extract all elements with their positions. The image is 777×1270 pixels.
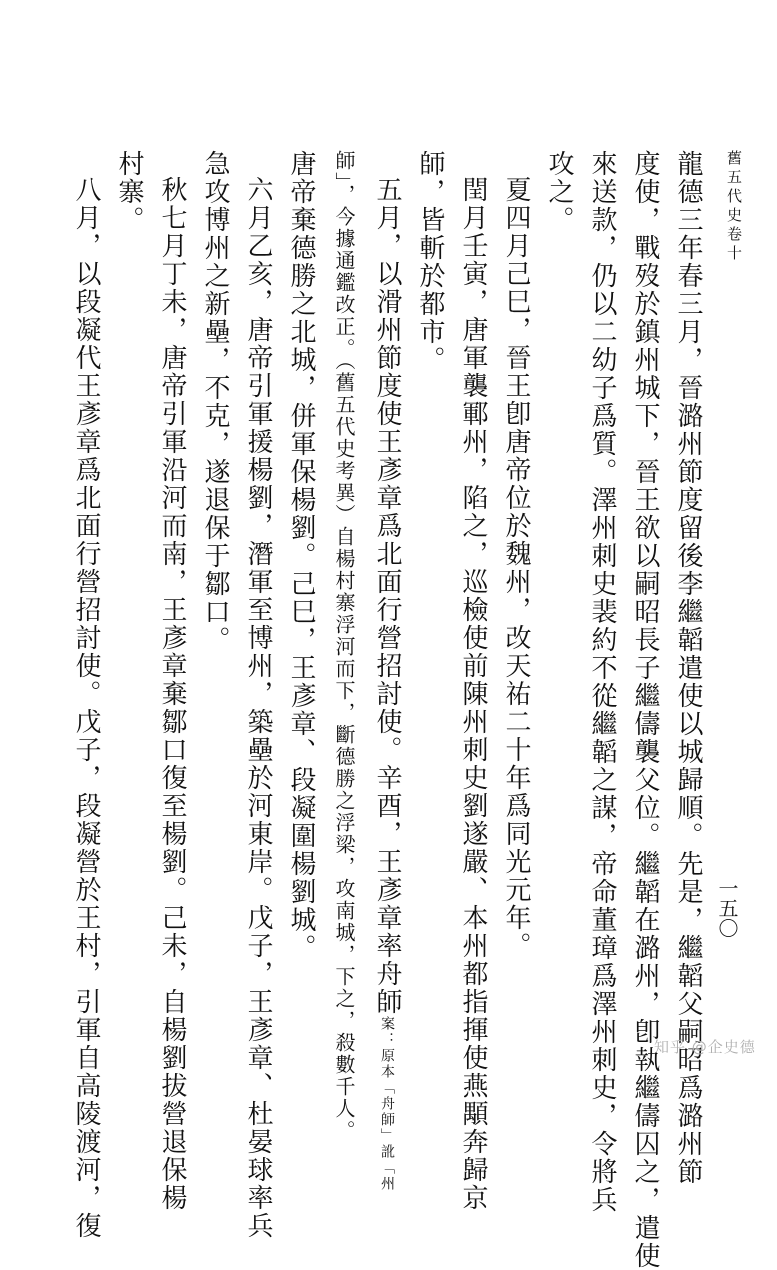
text-column-8-note: 案：原本「舟師」訛「州 <box>379 1016 395 1192</box>
watermark <box>654 1036 756 1057</box>
text-column-15: 八月，以段凝代王彥章爲北面行營招討使。戊子，段凝營於王村，引軍自高陵渡河，復 <box>71 176 101 1240</box>
text-column-12: 急攻博州之新壘，不克，遂退保于鄒口。 <box>200 150 230 654</box>
text-column-11: 六月乙亥，唐帝引軍援楊劉，潛軍至博州，築壘於河東岸。戊子，王彥章、杜晏球率兵 <box>243 176 273 1240</box>
text-column-9: 師」，今據通鑑改正。（舊五代史考異）自楊村寨浮河而下，斷德勝之浮梁，攻南城，下之，殺數千人。 <box>332 150 356 1142</box>
text-column-4: 攻之。 <box>544 150 574 234</box>
text-column-3: 來送款，仍以二幼子爲質。澤州刺史裴約不從繼韜之謀，帝命董璋爲澤州刺史，令將兵 <box>587 150 617 1214</box>
text-column-5: 夏四月己巳，晉王卽唐帝位於魏州，改天祐二十年爲同光元年。 <box>501 176 531 960</box>
text-column-2: 度使，戰歿於鎮州城下，晉王欲以嗣昭長子繼儔襲父位。繼韜在潞州，卽執繼儔囚之，遣使 <box>630 150 660 1270</box>
text-column-10: 唐帝棄德勝之北城，併軍保楊劉。己巳，王彥章、段凝圍楊劉城。 <box>286 150 316 962</box>
text-column-13: 秋七月丁未，唐帝引軍沿河而南，王彥章棄鄒口復至楊劉。己未，自楊劉拔營退保楊 <box>157 176 187 1212</box>
running-header: 舊五代史卷十 <box>725 150 743 264</box>
page-number: 一五〇 <box>715 878 739 938</box>
watermark-text: 知乎 @企史德 <box>654 1038 756 1056</box>
text-column-8-main: 五月，以滑州節度使王彥章爲北面行營招討使。辛酉，王彥章率舟師 <box>372 176 402 1016</box>
text-column-14: 村寨。 <box>114 150 144 234</box>
text-column-7: 師，皆斬於都市。 <box>415 150 445 374</box>
text-column-6: 閏月壬寅，唐軍襲鄆州，陷之，巡檢使前陳州刺史劉遂嚴、本州都指揮使燕顒奔歸京 <box>458 176 488 1212</box>
text-column-8 <box>369 176 405 1192</box>
text-column-1: 龍德三年春三月，晉潞州節度留後李繼韜遣使以城歸順。先是，繼韜父嗣昭爲潞州節 <box>673 150 703 1186</box>
